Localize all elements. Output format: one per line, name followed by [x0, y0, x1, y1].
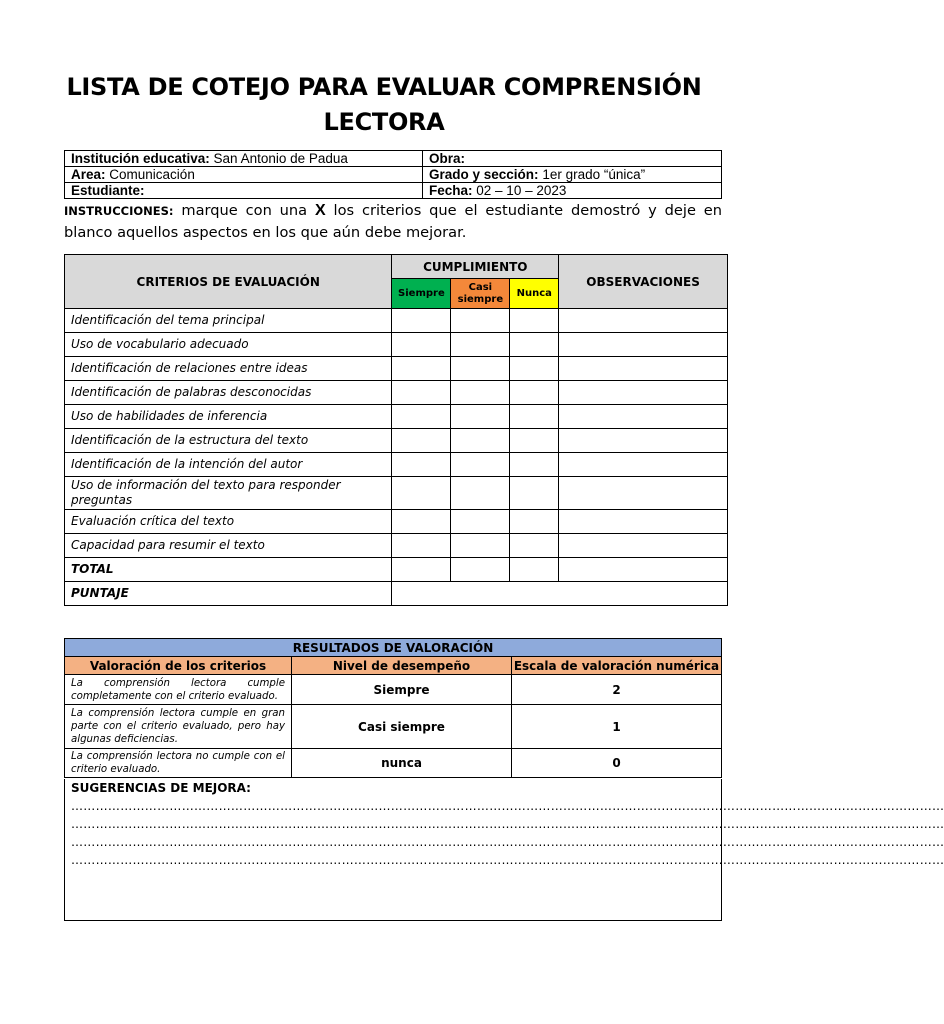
observation-cell[interactable]	[559, 510, 728, 534]
dotted-line: ……………………………………………………………………………………………………………………………………………………………………………………………	[71, 817, 944, 831]
criterion-label: Identificación de relaciones entre ideas	[65, 357, 392, 381]
check-cell[interactable]	[392, 453, 451, 477]
check-cell[interactable]	[510, 381, 559, 405]
nunca-header: Nunca	[510, 279, 559, 309]
check-cell[interactable]	[510, 510, 559, 534]
observation-cell[interactable]	[559, 405, 728, 429]
info-table	[64, 150, 722, 199]
results-col-nivel: Nivel de desempeño	[292, 657, 512, 675]
check-cell[interactable]	[392, 333, 451, 357]
instructions-mark: X	[314, 202, 326, 219]
check-cell[interactable]	[392, 405, 451, 429]
check-cell[interactable]	[510, 477, 559, 510]
table-row	[65, 381, 728, 405]
observation-cell[interactable]	[559, 357, 728, 381]
table-row	[65, 477, 728, 510]
check-cell[interactable]	[451, 453, 510, 477]
results-nivel: Casi siempre	[292, 705, 512, 749]
table-row	[65, 429, 728, 453]
table-row	[65, 357, 728, 381]
total-cell[interactable]	[451, 558, 510, 582]
table-row	[65, 534, 728, 558]
table-row	[65, 453, 728, 477]
puntaje-cell[interactable]	[392, 582, 728, 606]
criterion-label: Identificación de la estructura del texto	[65, 429, 392, 453]
fecha-cell: Fecha: 02 – 10 – 2023	[423, 183, 722, 199]
obra-cell: Obra:	[423, 151, 722, 167]
observation-cell[interactable]	[559, 477, 728, 510]
total-cell[interactable]	[392, 558, 451, 582]
results-nivel: Siempre	[292, 675, 512, 705]
results-col-valoracion: Valoración de los criterios	[65, 657, 292, 675]
institucion-cell: Institución educativa: San Antonio de Padua	[65, 151, 423, 167]
results-desc: La comprensión lectora cumple completamente con el criterio evaluado.	[65, 675, 292, 705]
siempre-header: Siempre	[392, 279, 451, 309]
table-row	[65, 405, 728, 429]
check-cell[interactable]	[451, 477, 510, 510]
col-cumplimiento-header: CUMPLIMIENTO	[392, 255, 559, 279]
results-desc: La comprensión lectora no cumple con el criterio evaluado.	[65, 749, 292, 778]
total-label: TOTAL	[65, 558, 392, 582]
dotted-line: ……………………………………………………………………………………………………………………………………………………………………………………………	[71, 853, 944, 867]
table-row	[65, 333, 728, 357]
observation-cell[interactable]	[559, 333, 728, 357]
instructions-text-a: marque con una	[181, 202, 308, 219]
check-cell[interactable]	[451, 534, 510, 558]
total-observation-cell[interactable]	[559, 558, 728, 582]
area-cell: Area: Comunicación	[65, 167, 423, 183]
casi-siempre-header: Casi siempre	[451, 279, 510, 309]
check-cell[interactable]	[451, 405, 510, 429]
results-row	[65, 705, 722, 749]
check-cell[interactable]	[392, 381, 451, 405]
col-criterios-header: CRITERIOS DE EVALUACIÓN	[65, 255, 392, 309]
check-cell[interactable]	[392, 477, 451, 510]
observation-cell[interactable]	[559, 453, 728, 477]
instructions	[64, 200, 722, 244]
check-cell[interactable]	[392, 357, 451, 381]
criterion-label: Identificación de palabras desconocidas	[65, 381, 392, 405]
results-col-escala: Escala de valoración numérica	[512, 657, 722, 675]
criterion-label: Identificación de la intención del autor	[65, 453, 392, 477]
grado-cell: Grado y sección: 1er grado “única”	[423, 167, 722, 183]
observation-cell[interactable]	[559, 534, 728, 558]
check-cell[interactable]	[451, 357, 510, 381]
check-cell[interactable]	[392, 510, 451, 534]
title-line-2: LECTORA	[323, 108, 445, 136]
criteria-table	[64, 254, 728, 606]
criterion-label: Capacidad para resumir el texto	[65, 534, 392, 558]
check-cell[interactable]	[392, 534, 451, 558]
results-nivel: nunca	[292, 749, 512, 778]
total-row	[65, 558, 728, 582]
instructions-label: INSTRUCCIONES:	[64, 204, 174, 218]
results-escala: 0	[512, 749, 722, 778]
check-cell[interactable]	[451, 510, 510, 534]
col-observaciones-header: OBSERVACIONES	[559, 255, 728, 309]
dotted-line: ……………………………………………………………………………………………………………………………………………………………………………………………	[71, 799, 944, 813]
observation-cell[interactable]	[559, 309, 728, 333]
check-cell[interactable]	[510, 453, 559, 477]
results-row	[65, 675, 722, 705]
check-cell[interactable]	[510, 534, 559, 558]
results-table	[64, 638, 722, 778]
table-row	[65, 309, 728, 333]
instructions-text-b: los criterios que el estudiante demostró y deje en blanco aquellos aspectos en los que aún debe mejorar.	[64, 202, 723, 241]
puntaje-row	[65, 582, 728, 606]
title-line-1: LISTA DE COTEJO PARA EVALUAR COMPRENSIÓN	[66, 73, 702, 101]
check-cell[interactable]	[392, 309, 451, 333]
check-cell[interactable]	[510, 429, 559, 453]
check-cell[interactable]	[451, 333, 510, 357]
results-escala: 1	[512, 705, 722, 749]
criterion-label: Evaluación crítica del texto	[65, 510, 392, 534]
check-cell[interactable]	[451, 429, 510, 453]
check-cell[interactable]	[510, 405, 559, 429]
check-cell[interactable]	[451, 381, 510, 405]
criterion-label: Identificación del tema principal	[65, 309, 392, 333]
check-cell[interactable]	[392, 429, 451, 453]
results-escala: 2	[512, 675, 722, 705]
total-cell[interactable]	[510, 558, 559, 582]
check-cell[interactable]	[451, 309, 510, 333]
table-row	[65, 510, 728, 534]
check-cell[interactable]	[510, 309, 559, 333]
suggestions-box[interactable]	[64, 779, 944, 921]
observation-cell[interactable]	[559, 381, 728, 405]
results-desc: La comprensión lectora cumple en gran parte con el criterio evaluado, pero hay algunas deficiencias.	[65, 705, 292, 749]
criterion-label: Uso de habilidades de inferencia	[65, 405, 392, 429]
criterion-label: Uso de información del texto para responder preguntas	[65, 477, 392, 510]
check-cell[interactable]	[510, 357, 559, 381]
results-row	[65, 749, 722, 778]
puntaje-label: PUNTAJE	[65, 582, 392, 606]
criterion-label: Uso de vocabulario adecuado	[65, 333, 392, 357]
estudiante-cell: Estudiante:	[65, 183, 423, 199]
results-title: RESULTADOS DE VALORACIÓN	[65, 639, 722, 657]
check-cell[interactable]	[510, 333, 559, 357]
suggestions-title: SUGERENCIAS DE MEJORA:	[71, 781, 251, 795]
page-title	[60, 70, 708, 140]
dotted-line: ……………………………………………………………………………………………………………………………………………………………………………………………	[71, 835, 944, 849]
observation-cell[interactable]	[559, 429, 728, 453]
